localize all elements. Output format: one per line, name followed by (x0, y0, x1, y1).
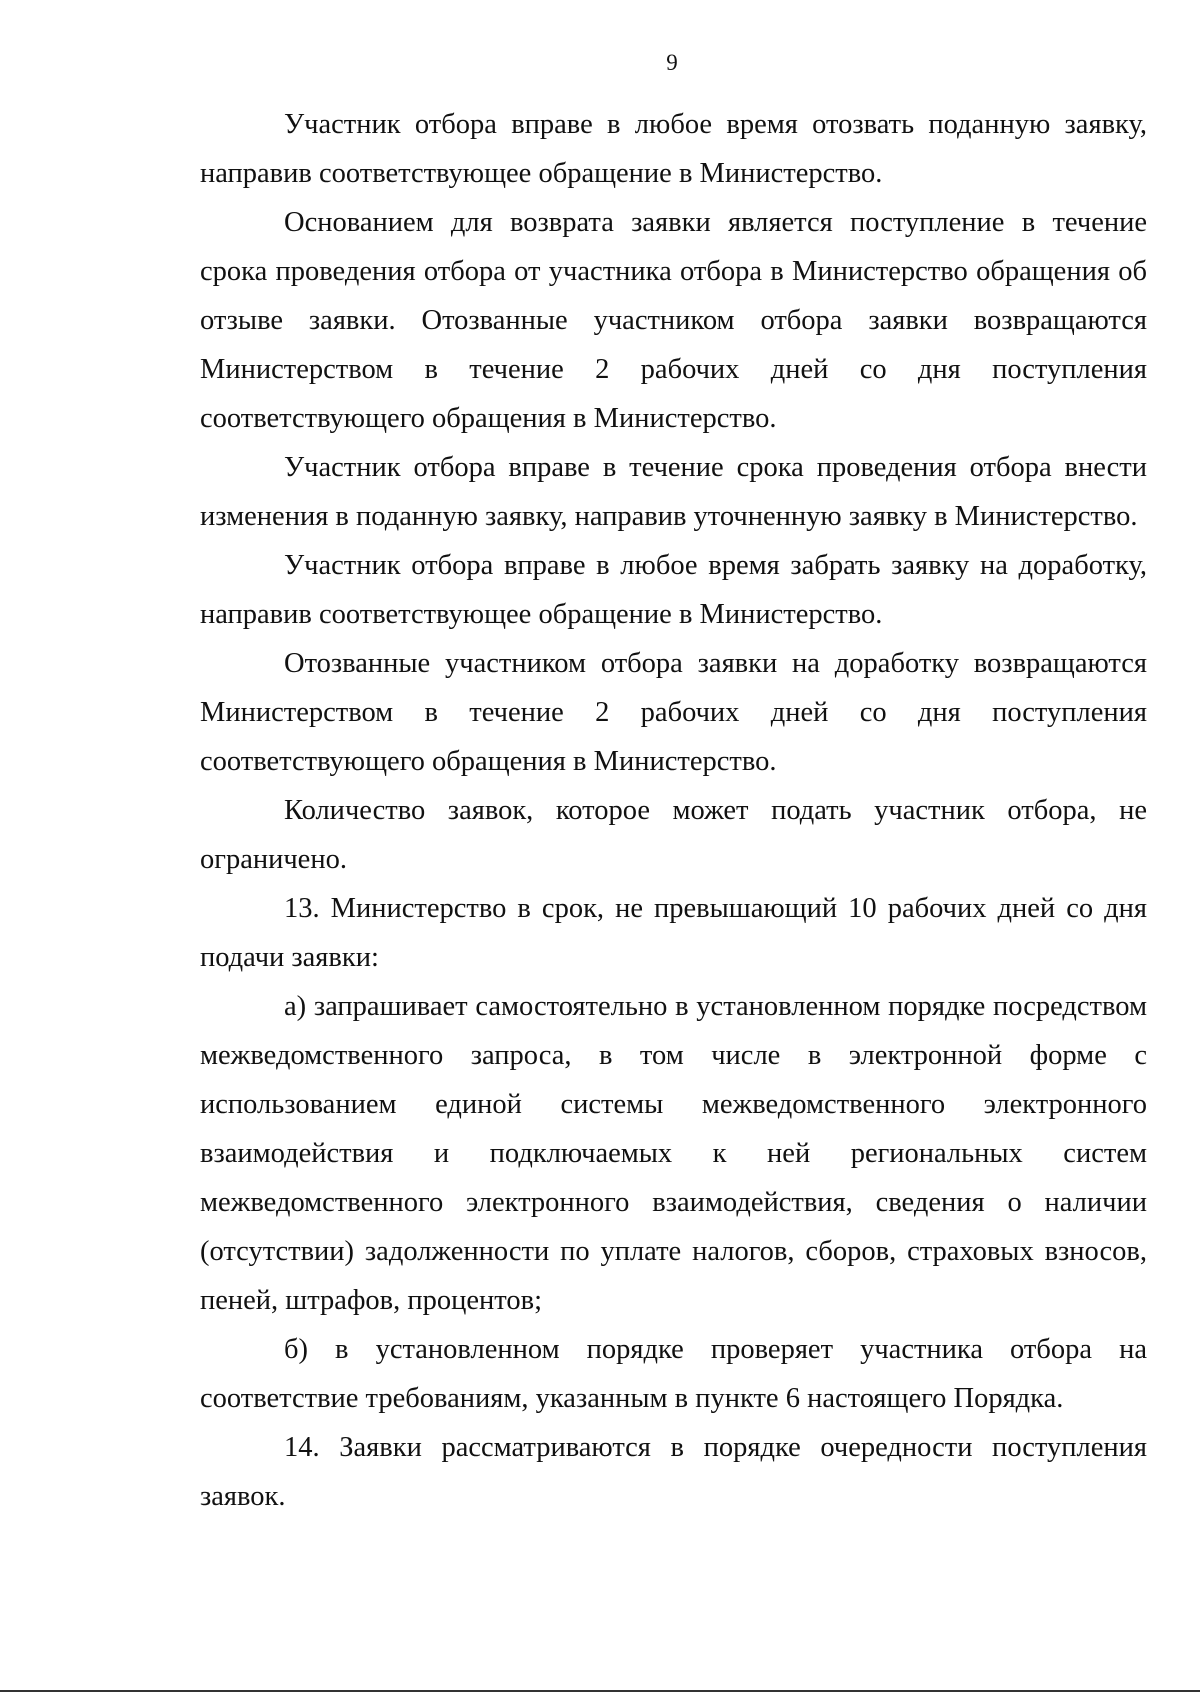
paragraph-application-count: Количество заявок, которое может подать участник отбора, не ограничено. (200, 795, 1147, 875)
bottom-scan-edge-line (0, 1690, 1200, 1692)
page-number: 9 (666, 50, 678, 75)
paragraph-amend-application: Участник отбора вправе в течение срока проведения отбора внести изменения в поданную заявку, направив уточненную заявку в Министерство. (200, 452, 1147, 532)
paragraph-take-for-revision: Участник отбора вправе в любое время забрать заявку на доработку, направив соответствующее обращение в Министерство. (200, 550, 1147, 630)
paragraph-clause-13-a: а) запрашивает самостоятельно в установленном порядке посредством межведомственного запроса, в том числе в электронной форме с использованием единой системы межведомственного электронного взаимодействия и подключаемых к ней региональных систем межведомственного электронного взаимодействия, сведения о наличии (отсутствии) задолженности по уплате налогов, сборов, страховых взносов, пеней, штрафов, процентов; (200, 991, 1147, 1316)
paragraph-clause-13-b: б) в установленном порядке проверяет участника отбора на соответствие требованиям, указанным в пункте 6 настоящего Порядка. (200, 1334, 1147, 1414)
document-body (200, 100, 1147, 1521)
paragraph-clause-14: 14. Заявки рассматриваются в порядке очередности поступления заявок. (200, 1432, 1147, 1512)
paragraph-revision-return: Отозванные участником отбора заявки на доработку возвращаются Министерством в течение 2 рабочих дней со дня поступления соответствующего обращения в Министерство. (200, 648, 1147, 777)
paragraph-return-grounds: Основанием для возврата заявки является поступление в течение срока проведения отбора от участника отбора в Министерство обращения об отзыве заявки. Отозванные участником отбора заявки возвращаются Министерством в течение 2 рабочих дней со дня поступления соответствующего обращения в Министерство. (200, 207, 1147, 434)
paragraph-clause-13: 13. Министерство в срок, не превышающий 10 рабочих дней со дня подачи заявки: (200, 893, 1147, 973)
paragraph-withdraw-right: Участник отбора вправе в любое время отозвать поданную заявку, направив соответствующее обращение в Министерство. (200, 109, 1147, 189)
